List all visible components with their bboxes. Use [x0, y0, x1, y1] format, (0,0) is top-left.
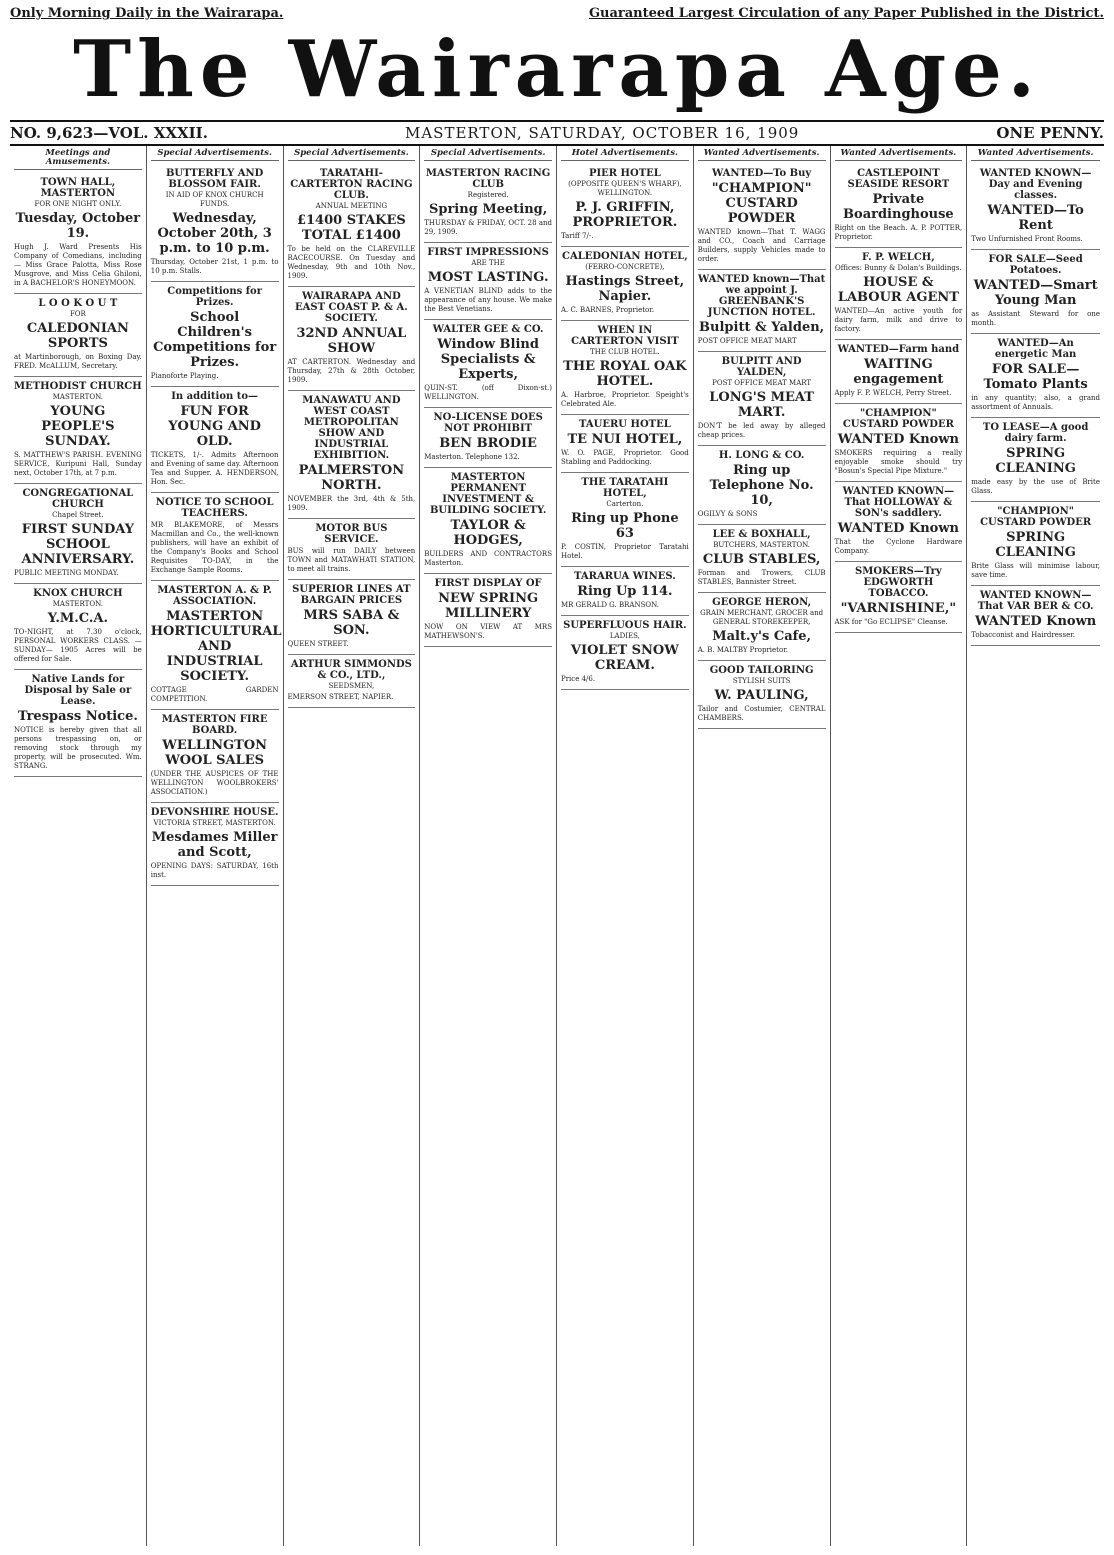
ad-headline: VIOLET SNOW CREAM.: [570, 643, 679, 673]
ad-headline: Bulpitt & Yalden,: [699, 320, 825, 335]
dateline-bar: [10, 120, 1104, 146]
ad-title: NO-LICENSE DOES NOT PROHIBIT: [433, 412, 543, 434]
ad-block: [561, 415, 689, 473]
ad-body: Tailor and Costumier, CENTRAL CHAMBERS.: [697, 705, 826, 722]
ad-headline: Wednesday, October 20th, 3 p.m. to 10 p.m.: [157, 211, 272, 256]
ad-body: Price 4/6.: [561, 675, 596, 683]
ad-headline: WANTED—To Rent: [987, 203, 1084, 233]
ad-block: [835, 562, 963, 633]
ad-title: ARTHUR SIMMONDS & CO., LTD.,: [290, 659, 412, 681]
ad-body: Hugh J. Ward Presents His Company of Comedians, including— Miss Grace Palotta, Miss Rose Musgrove, and Miss Celia Ghiloni, in A BACHELOR'S HONEYMOON.: [14, 243, 142, 287]
ad-body: Right on the Beach. A. P. POTTER, Proprietor.: [834, 224, 963, 241]
ad-block: [424, 320, 552, 408]
ad-block: [151, 710, 279, 803]
ad-body: in any quantity; also, a grand assortment of Annuals.: [971, 394, 1100, 411]
ad-subtitle: Carterton.: [606, 500, 644, 508]
ad-title: WHEN IN CARTERTON VISIT: [571, 325, 679, 347]
ad-title: BUTTERFLY AND BLOSSOM FAIR.: [165, 168, 264, 190]
ad-title: In addition to—: [171, 391, 259, 402]
ad-body: PUBLIC MEETING MONDAY.: [14, 569, 119, 577]
ad-title: TARARUA WINES.: [574, 571, 676, 582]
ad-body: A VENETIAN BLIND adds to the appearance of any house. We make the Best Venetians.: [424, 287, 552, 313]
ad-subtitle: STYLISH SUITS: [732, 677, 791, 685]
ad-title: Native Lands for Disposal by Sale or Lease.: [24, 674, 132, 707]
ad-body: ASK for "Go ECLIPSE" Cleanse.: [834, 618, 948, 626]
ad-block: [288, 580, 416, 655]
ad-block: [288, 391, 416, 519]
ad-title: FOR SALE—Seed Potatoes.: [988, 254, 1083, 276]
ad-body: NOW ON VIEW AT MRS MATHEWSON'S.: [424, 623, 552, 640]
ad-title: WANTED—Farm hand: [837, 344, 960, 355]
ad-title: SMOKERS—Try EDGWORTH TOBACCO.: [855, 566, 942, 599]
ad-title: BULPITT AND YALDEN,: [721, 356, 802, 378]
ad-headline: FOR SALE—Tomato Plants: [983, 362, 1088, 392]
ad-body: made easy by the use of Brite Glass.: [971, 478, 1100, 495]
ad-body: NOTICE is hereby given that all persons trespassing on, or removing stock through my property, will be prosecuted. Wm. STRANG.: [14, 726, 142, 770]
ad-body: WANTED known—That T. WAGG and CO., Coach and Carriage Builders, supply Vehicles made to order.: [697, 228, 826, 263]
ad-subtitle: (FERRO-CONCRETE),: [585, 263, 665, 271]
ad-headline: FUN FOR YOUNG AND OLD.: [168, 404, 261, 449]
ad-headline: Tuesday, October 19.: [15, 211, 141, 241]
ad-block: [288, 287, 416, 391]
ad-subtitle: VICTORIA STREET, MASTERTON.: [153, 819, 276, 827]
ad-headline: TE NUI HOTEL,: [567, 432, 683, 447]
ad-body: Forman and Trowers, CLUB STABLES, Bannister Street.: [697, 569, 826, 586]
ad-block: [835, 340, 963, 404]
ad-subtitle: FOR: [69, 310, 86, 318]
ad-title: GEORGE HERON,: [712, 597, 812, 608]
ad-body: Two Unfurnished Front Rooms.: [971, 235, 1083, 243]
ad-headline: WANTED—Smart Young Man: [973, 278, 1098, 308]
ad-title: TOWN HALL, MASTERTON: [40, 177, 116, 199]
ad-body: BUS will run DAILY between TOWN and MATAWHATI STATION, to meet all trains.: [287, 547, 416, 573]
ad-headline: Hastings Street, Napier.: [565, 274, 685, 304]
ad-block: [561, 616, 689, 690]
ad-title: WALTER GEE & CO.: [432, 324, 544, 335]
ad-subtitle: BUTCHERS, MASTERTON.: [713, 541, 811, 549]
ad-body: A. Harbroe, Proprietor. Speight's Celebrated Ale.: [561, 391, 689, 408]
ad-title: CALEDONIAN HOTEL,: [562, 251, 688, 262]
ad-block: [424, 408, 552, 468]
ad-title: NOTICE TO SCHOOL TEACHERS.: [155, 497, 274, 519]
ad-headline: NEW SPRING MILLINERY: [438, 591, 539, 621]
ad-block: [835, 482, 963, 562]
ad-block: [835, 248, 963, 340]
ad-title: "CHAMPION" CUSTARD POWDER: [842, 408, 954, 430]
ad-title: MASTERTON RACING CLUB: [425, 168, 551, 190]
ad-body: W. O. PAGE, Proprietor. Good Stabling and Paddocking.: [561, 449, 689, 466]
column-3: [284, 146, 421, 1546]
column-heading: Wanted Advertisements.: [698, 149, 826, 161]
ad-title: WANTED KNOWN—Day and Evening classes.: [979, 168, 1092, 201]
ad-title: WANTED—To Buy: [712, 168, 812, 179]
ad-headline: Private Boardinghouse: [843, 192, 954, 222]
ad-headline: Ring up Telephone No. 10,: [709, 463, 814, 508]
price: ONE PENNY.: [996, 124, 1104, 142]
ad-block: [424, 574, 552, 647]
ad-title: THE TARATAHI HOTEL,: [581, 477, 669, 499]
ad-title: GOOD TAILORING: [709, 665, 814, 676]
ad-headline: MOST LASTING.: [427, 270, 549, 285]
ad-block: [971, 250, 1100, 334]
ad-title: CONGREGATIONAL CHURCH: [22, 488, 134, 510]
ad-headline: FIRST SUNDAY SCHOOL ANNIVERSARY.: [21, 522, 135, 567]
ad-headline: HOUSE & LABOUR AGENT: [837, 275, 959, 305]
ad-body: BUILDERS AND CONTRACTORS Masterton.: [424, 550, 552, 567]
ad-body: at Martinborough, on Boxing Day. FRED. McALLUM, Secretary.: [14, 353, 142, 370]
ad-title: TO LEASE—A good dairy farm.: [982, 422, 1089, 444]
ad-subtitle: (OPPOSITE QUEEN'S WHARF), WELLINGTON.: [568, 180, 682, 197]
ad-body: Apply F. P. WELCH, Perry Street.: [834, 389, 952, 397]
ad-body: COTTAGE GARDEN COMPETITION.: [150, 686, 279, 703]
ad-headline: PALMERSTON NORTH.: [298, 463, 405, 493]
column-heading: Wanted Advertisements.: [835, 149, 963, 161]
ad-body: A. B. MALTBY Proprietor.: [697, 646, 788, 654]
ad-block: [14, 377, 142, 484]
ad-title: Competitions for Prizes.: [167, 286, 262, 308]
ad-title: LEE & BOXHALL,: [712, 529, 811, 540]
ad-block: [971, 502, 1100, 586]
ad-headline: CLUB STABLES,: [702, 552, 821, 567]
ad-headline: School Children's Competitions for Prizes.: [153, 310, 277, 370]
ad-block: [971, 164, 1100, 250]
ad-title: MANAWATU AND WEST COAST METROPOLITAN SHOW AND INDUSTRIAL EXHIBITION.: [302, 395, 401, 461]
ad-title: CASTLEPOINT SEASIDE RESORT: [847, 168, 950, 190]
ad-title: METHODIST CHURCH: [14, 381, 142, 392]
ad-subtitle: GRAIN MERCHANT, GROCER and GENERAL STOREKEEPER,: [700, 609, 824, 626]
left-tagline: Only Morning Daily in the Wairarapa.: [10, 6, 284, 21]
ad-body: A. C. BARNES, Proprietor.: [561, 306, 655, 314]
dateline-text: MASTERTON, SATURDAY, OCTOBER 16, 1909: [404, 124, 800, 142]
ad-block: [288, 519, 416, 580]
ad-title: WANTED—An energetic Man: [994, 338, 1077, 360]
ad-body: THURSDAY & FRIDAY, OCT. 28 and 29, 1909.: [424, 219, 552, 236]
ad-headline: Window Blind Specialists & Experts,: [437, 337, 539, 382]
ad-headline: W. PAULING,: [714, 688, 809, 703]
ad-title: SUPERIOR LINES AT BARGAIN PRICES: [292, 584, 411, 606]
ad-body: Tobacconist and Hairdresser.: [971, 631, 1076, 639]
ad-headline: Malt.y's Cafe,: [712, 629, 812, 644]
ad-block: [971, 586, 1100, 646]
ad-headline: SPRING CLEANING: [995, 446, 1076, 476]
ad-block: [561, 567, 689, 616]
ad-body: EMERSON STREET, NAPIER.: [287, 693, 394, 701]
column-heading: Wanted Advertisements.: [971, 149, 1100, 161]
ad-title: PIER HOTEL: [588, 168, 661, 179]
ad-headline: Trespass Notice.: [17, 709, 138, 724]
ad-body: AT CARTERTON. Wednesday and Thursday, 27th & 28th October, 1909.: [287, 358, 416, 384]
ad-block: [698, 446, 826, 525]
ad-title: "CHAMPION" CUSTARD POWDER: [980, 506, 1092, 528]
column-heading: Meetings and Amusements.: [14, 149, 142, 170]
ad-headline: WAITING engagement: [853, 357, 944, 387]
ad-title: L O O K O U T: [38, 298, 118, 309]
ad-title: WANTED known—That we appoint J. GREENBANK'S JUNCTION HOTEL.: [697, 274, 826, 318]
ad-headline: P. J. GRIFFIN, PROPRIETOR.: [572, 200, 678, 230]
ad-headline: WELLINGTON WOOL SALES: [162, 738, 267, 768]
ad-body: (UNDER THE AUSPICES OF THE WELLINGTON WOOLBROKERS' ASSOCIATION.): [150, 770, 279, 796]
ad-subtitle: Chapel Street.: [52, 511, 104, 519]
ad-block: [150, 581, 282, 710]
ad-block: [288, 655, 416, 708]
ad-headline: Mesdames Miller and Scott,: [151, 830, 278, 860]
ad-headline: £1400 STAKES TOTAL £1400: [296, 213, 406, 243]
ad-body: That the Cyclone Hardware Company.: [834, 538, 963, 555]
ad-subtitle: ANNUAL MEETING: [315, 202, 388, 210]
ad-body: Thursday, October 21st, 1 p.m. to 10 p.m. Stalls.: [150, 258, 279, 275]
ad-headline: "VARNISHINE,": [840, 601, 957, 616]
ad-block: [698, 164, 826, 270]
ad-body: Masterton. Telephone 132.: [424, 453, 520, 461]
ad-block: [14, 294, 142, 377]
ad-block: [151, 803, 279, 886]
ad-block: [424, 468, 552, 574]
ad-body: P. COSTIN, Proprietor Taratahi Hotel.: [561, 543, 689, 560]
ad-title: TAUERU HOTEL: [578, 419, 671, 430]
ad-subtitle: MASTERTON.: [52, 600, 103, 608]
ad-block: [151, 282, 279, 387]
ad-block: [835, 404, 963, 482]
ad-title: TARATAHI-CARTERTON RACING CLUB.: [290, 168, 413, 201]
ad-title: H. LONG & CO.: [718, 450, 805, 461]
top-line: [10, 0, 1104, 24]
ad-subtitle: Registered.: [467, 191, 509, 199]
ad-block: [698, 352, 826, 446]
ad-body: TO-NIGHT, at 7.30 o'clock, PERSONAL WORKERS CLASS. —SUNDAY— 1905 Acres will be offered for Sale.: [14, 628, 142, 663]
column-heading: Hotel Advertisements.: [561, 149, 689, 161]
ad-headline: Y.M.C.A.: [47, 611, 109, 626]
ad-body: Brite Glass will minimise labour, save time.: [971, 562, 1100, 579]
ad-body: POST OFFICE MEAT MART: [697, 337, 797, 345]
ad-body: WANTED—An active youth for dairy farm, milk and drive to factory.: [834, 307, 963, 333]
ad-headline: Spring Meeting,: [428, 202, 548, 217]
ad-block: [561, 247, 689, 321]
ad-body: QUEEN STREET.: [287, 640, 349, 648]
column-4: [420, 146, 557, 1546]
column-2: [147, 146, 284, 1546]
ad-headline: CALEDONIAN SPORTS: [26, 321, 129, 351]
ad-headline: LONG'S MEAT MART.: [709, 390, 814, 420]
column-7: [831, 146, 968, 1546]
ad-headline: MRS SABA & SON.: [303, 608, 400, 638]
ad-subtitle: THE CLUB HOTEL.: [590, 348, 660, 356]
ad-block: [14, 173, 142, 294]
ad-title: FIRST DISPLAY OF: [434, 578, 542, 589]
ad-headline: THE ROYAL OAK HOTEL.: [563, 359, 687, 389]
ad-headline: WANTED Known: [975, 614, 1097, 629]
issue-number: NO. 9,623—VOL. XXXII.: [10, 124, 208, 142]
ad-title: MASTERTON A. & P. ASSOCIATION.: [157, 585, 272, 607]
ad-block: [561, 473, 689, 567]
ad-block: [14, 584, 142, 670]
ad-headline: "CHAMPION" CUSTARD POWDER: [711, 181, 812, 226]
ad-block: [151, 164, 279, 282]
ad-headline: Ring Up 114.: [577, 584, 673, 599]
ad-headline: MASTERTON HORTICULTURAL AND INDUSTRIAL SOCIETY.: [150, 609, 282, 684]
masthead-title: The Wairarapa Age.: [73, 24, 1041, 115]
ad-body: OGILVY & SONS: [697, 510, 758, 518]
ad-title: MASTERTON FIRE BOARD.: [161, 714, 268, 736]
ad-block: [561, 321, 689, 415]
ad-body: To be held on the CLAREVILLE RACECOURSE. On Tuesday and Wednesday, 9th and 10th Nov., 1909.: [287, 245, 416, 280]
ad-block: [288, 164, 416, 287]
ad-title: KNOX CHURCH: [33, 588, 123, 599]
column-8: [967, 146, 1104, 1546]
ad-subtitle: IN AID OF KNOX CHURCH FUNDS.: [165, 191, 264, 208]
ad-headline: SPRING CLEANING: [995, 530, 1076, 560]
ad-title: WAIRARAPA AND EAST COAST P. & A. SOCIETY.: [295, 291, 408, 324]
ad-title: SUPERFLUOUS HAIR.: [563, 620, 687, 631]
ad-block: [14, 484, 142, 584]
ad-block: [151, 493, 279, 581]
ad-block: [971, 334, 1100, 418]
ad-block: [698, 593, 826, 661]
ad-block: [561, 164, 689, 247]
column-1: [10, 146, 147, 1546]
ad-block: [424, 164, 552, 243]
ad-subtitle: SEEDSMEN,: [328, 682, 375, 690]
ad-body: NOVEMBER the 3rd, 4th & 5th, 1909.: [287, 495, 416, 512]
ad-title: DEVONSHIRE HOUSE.: [150, 807, 279, 818]
ad-body: Pianoforte Playing.: [150, 372, 219, 380]
ad-body: Tariff 7/-.: [561, 232, 594, 240]
column-heading: Special Advertisements.: [151, 149, 279, 161]
ad-block: [835, 164, 963, 248]
ad-block: [698, 525, 826, 593]
column-heading: Special Advertisements.: [424, 149, 552, 161]
columns: [10, 146, 1104, 1546]
ad-body: SMOKERS requiring a really enjoyable smoke should try "Bosun's Special Pipe Mixture.": [834, 449, 963, 475]
ad-body: DON'T be led away by alleged cheap prices.: [697, 422, 826, 439]
column-5: [557, 146, 694, 1546]
right-tagline: Guaranteed Largest Circulation of any Paper Published in the District.: [588, 6, 1104, 21]
ad-block: [698, 661, 826, 729]
ad-title: FIRST IMPRESSIONS: [427, 247, 549, 258]
ad-title: WANTED KNOWN—That HOLLOWAY & SON's saddlery.: [842, 486, 955, 519]
ad-title: MASTERTON PERMANENT INVESTMENT & BUILDING SOCIETY.: [429, 472, 547, 516]
ad-headline: BEN BRODIE: [439, 436, 537, 451]
ad-title: WANTED KNOWN—That VAR BER & CO.: [977, 590, 1094, 612]
column-heading: Special Advertisements.: [288, 149, 416, 161]
ad-title: F. P. WELCH,: [862, 252, 935, 263]
ad-block: [971, 418, 1100, 502]
ad-body: MR BLAKEMORE, of Messrs Macmillan and Co., the well-known publishers, will have an exhibit of the Company's Books and School Requisites TO-DAY, in the Exchange Sample Rooms.: [150, 521, 279, 574]
ad-subtitle: LADIES,: [609, 632, 640, 640]
ad-block: [14, 670, 142, 777]
ad-body: as Assistant Steward for one month.: [971, 310, 1100, 327]
ad-body: MR GERALD G. BRANSON.: [561, 601, 659, 609]
ad-subtitle: POST OFFICE MEAT MART: [712, 379, 812, 387]
ad-headline: TAYLOR & HODGES,: [450, 518, 526, 548]
ad-body: TICKETS, 1/-. Admits Afternoon and Evening of same day. Afternoon Tea and Supper. A. HENDERSON, Hon. Sec.: [150, 451, 279, 486]
ad-block: [424, 243, 552, 320]
ad-body: OPENING DAYS: SATURDAY, 16th inst.: [150, 862, 279, 879]
ad-headline: 32ND ANNUAL SHOW: [296, 326, 407, 356]
ad-block: [151, 387, 279, 493]
ad-headline: WANTED Known: [837, 432, 959, 447]
ad-block: [698, 270, 826, 352]
ad-headline: Ring up Phone 63: [571, 511, 679, 541]
ad-headline: WANTED Known: [837, 521, 959, 536]
ad-body: S. MATTHEW'S PARISH. EVENING SERVICE, Kuripuni Hall, Sunday next, October 17th, at 7 p.m.: [14, 451, 142, 477]
ad-subtitle: Offices: Bunny & Dolan's Buildings.: [835, 264, 962, 272]
ad-subtitle: MASTERTON.: [52, 393, 103, 401]
ad-headline: YOUNG PEOPLE'S SUNDAY.: [41, 404, 115, 449]
ad-body: QUIN-ST. (off Dixon-st.) WELLINGTON.: [424, 384, 552, 401]
column-6: [694, 146, 831, 1546]
ad-subtitle: FOR ONE NIGHT ONLY.: [34, 200, 122, 208]
ad-title: MOTOR BUS SERVICE.: [315, 523, 388, 545]
ad-subtitle: ARE THE: [471, 259, 505, 267]
